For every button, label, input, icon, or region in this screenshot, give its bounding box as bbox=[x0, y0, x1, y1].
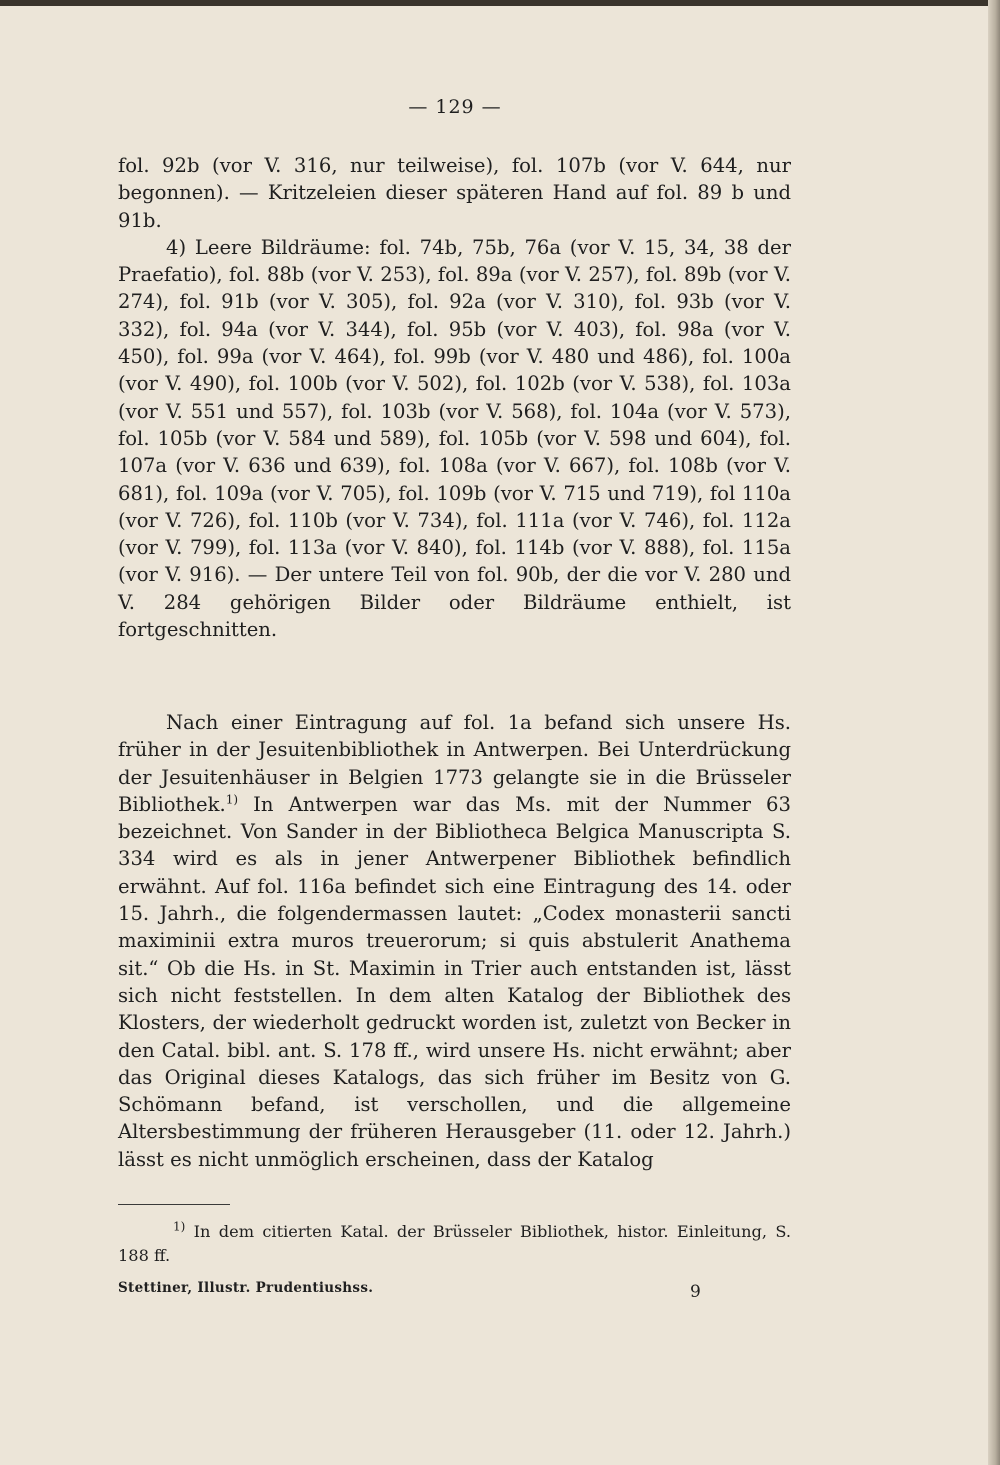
footnote-mark-sup: 1) bbox=[173, 1219, 186, 1234]
paragraph-provenance bbox=[118, 709, 791, 1173]
signature-line: Stettiner, Illustr. Prudentiushss. bbox=[118, 1280, 374, 1296]
footnote-reference: 1) bbox=[225, 792, 239, 807]
page-edge-shadow bbox=[988, 0, 1000, 1465]
footnote-text: In dem citierten Katal. der Brüsseler Bibliothek, histor. Einleitung, S. 188 ff. bbox=[118, 1222, 791, 1265]
paragraph-continuation: fol. 92b (vor V. 316, nur teilweise), fol. 107b (vor V. 644, nur begonnen). — Kritzeleien dieser späteren Hand auf fol. 89 b und 91b. bbox=[118, 154, 791, 232]
sheet-number: 9 bbox=[690, 1282, 701, 1302]
provenance-text-a: Nach einer Eintragung auf fol. 1a befand sich unsere Hs. früher in der Jesuitenbibliothek in Antwerpen. Bei Unterdrückung der Jesuitenhäuser in Belgien 1773 gelangte sie in die Brüsseler Bibliothek. bbox=[118, 711, 791, 816]
footnote-divider bbox=[118, 1204, 230, 1205]
binding-edge bbox=[0, 0, 1000, 6]
paragraph-leere-bildraeume: 4) Leere Bildräume: fol. 74b, 75b, 76a (vor V. 15, 34, 38 der Praefatio), fol. 88b (vor V. 253), fol. 89a (vor V. 257), fol. 89b (vor V. 274), fol. 91b (vor V. 305), fol. 92a (vor V. 310), fol. 93b (vor V. 332), fol. 94a (vor V. 344), fol. 95b (vor V. 403), fol. 98a (vor V. 450), fol. 99a (vor V. 464), fol. 99b (vor V. 480 und 486), fol. 100a (vor V. 490), fol. 100b (vor V. 502), fol. 102b (vor V. 538), fol. 103a (vor V. 551 und 557), fol. 103b (vor V. 568), fol. 104a (vor V. 573), fol. 105b (vor V. 584 und 589), fol. 105b (vor V. 598 und 604), fol. 107a (vor V. 636 und 639), fol. 108a (vor V. 667), fol. 108b (vor V. 681), fol. 109a (vor V. 705), fol. 109b (vor V. 715 und 719), fol 110a (vor V. 726), fol. 110b (vor V. 734), fol. 111a (vor V. 746), fol. 112a (vor V. 799), fol. 113a (vor V. 840), fol. 114b (vor V. 888), fol. 115a (vor V. 916). — Der untere Teil von fol. 90b, der die vor V. 280 und V. 284 gehörigen Bilder oder Bildräume enthielt, ist fortgeschnitten. bbox=[118, 235, 791, 642]
text-block-1 bbox=[118, 152, 791, 643]
text-block-2 bbox=[118, 709, 791, 1173]
footnote-mark bbox=[118, 1219, 186, 1241]
page-number-header: — 129 — bbox=[408, 96, 502, 118]
provenance-text-b: In Antwerpen war das Ms. mit der Nummer 63 bezeichnet. Von Sander in der Bibliotheca Belgica Manuscripta S. 334 wird es als in jener Antwerpener Bibliothek befindlich erwähnt. Auf fol. 116a befindet sich eine Eintragung des 14. oder 15. Jahrh., die folgendermassen lautet: „Codex monasterii sancti maximinii extra muros treuerorum; si quis abstulerit Anathema sit.“ Ob die Hs. in St. Maximin in Trier auch entstanden ist, lässt sich nicht feststellen. In dem alten Katalog der Bibliothek des Klosters, der wiederholt gedruckt worden ist, zuletzt von Becker in den Catal. bibl. ant. S. 178 ff., wird unsere Hs. nicht erwähnt; aber das Original dieses Katalogs, das sich früher im Besitz von G. Schömann befand, ist verschollen, und die allgemeine Altersbestimmung der früheren Herausgeber (11. oder 12. Jahrh.) lässt es nicht unmöglich erscheinen, dass der Katalog bbox=[118, 792, 791, 1171]
footnote bbox=[118, 1220, 791, 1268]
